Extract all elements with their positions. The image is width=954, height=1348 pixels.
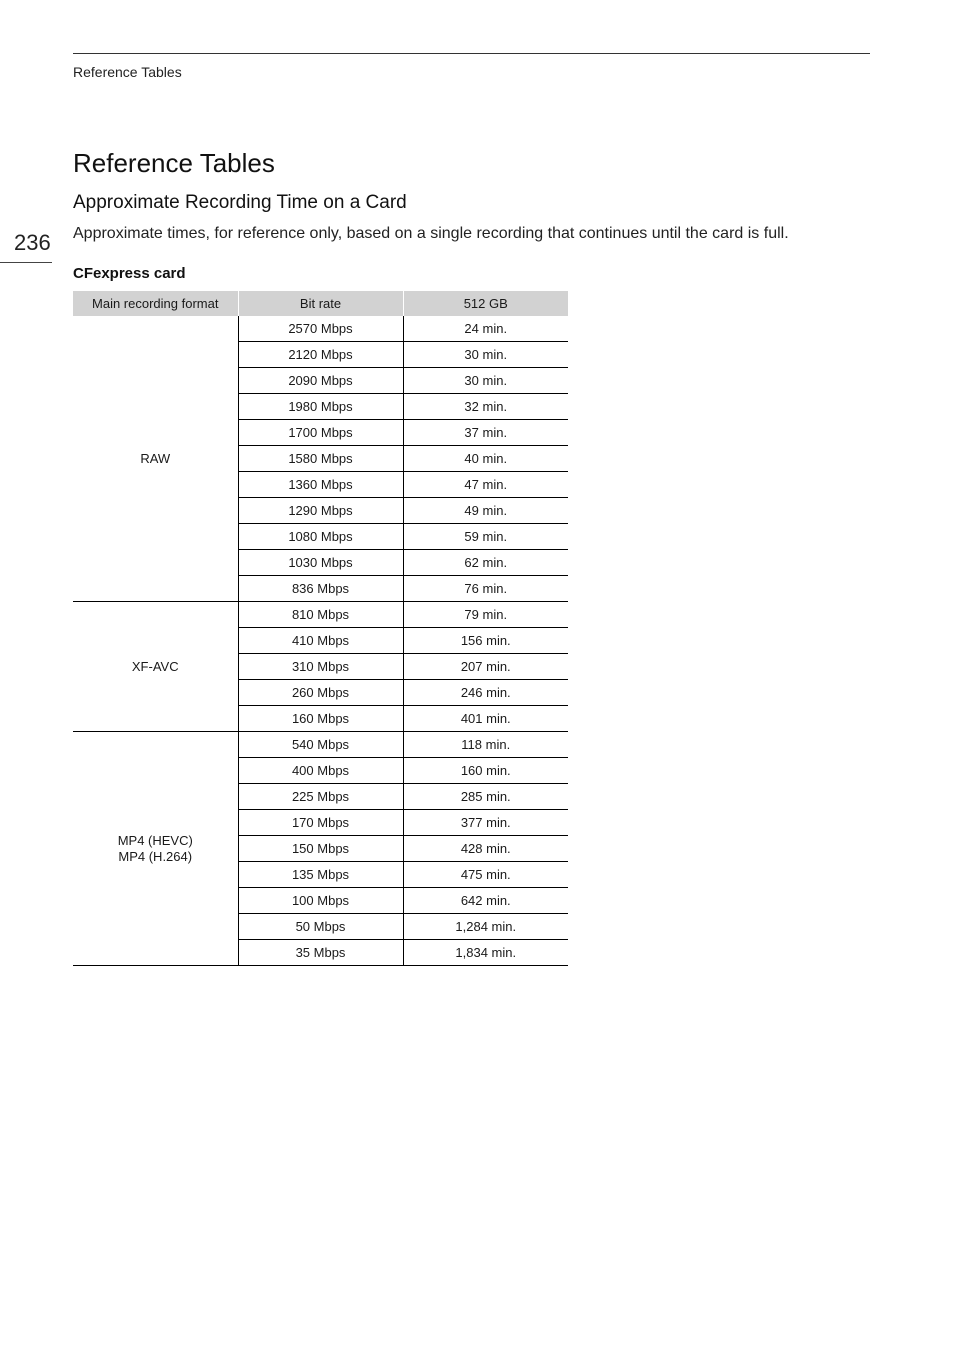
recording-time-cell: 428 min. [403, 836, 568, 862]
table-caption: CFexpress card [73, 265, 186, 282]
header-rule [73, 53, 870, 54]
bit-rate-cell: 150 Mbps [238, 836, 403, 862]
table-row [73, 602, 568, 628]
page-number: 236 [14, 230, 51, 255]
bit-rate-cell: 1360 Mbps [238, 472, 403, 498]
bit-rate-cell: 1080 Mbps [238, 524, 403, 550]
bit-rate-cell: 310 Mbps [238, 654, 403, 680]
format-label: MP4 (HEVC) [117, 832, 193, 848]
recording-time-cell: 49 min. [403, 498, 568, 524]
recording-time-cell: 642 min. [403, 888, 568, 914]
recording-time-cell: 207 min. [403, 654, 568, 680]
recording-time-cell: 156 min. [403, 628, 568, 654]
format-label: RAW [140, 450, 171, 466]
bit-rate-cell: 2570 Mbps [238, 316, 403, 342]
table-header-row [73, 291, 568, 316]
recording-time-cell: 160 min. [403, 758, 568, 784]
bit-rate-cell: 160 Mbps [238, 706, 403, 732]
table-row [73, 732, 568, 758]
section-title: Approximate Recording Time on a Card [73, 192, 407, 213]
bit-rate-cell: 1580 Mbps [238, 446, 403, 472]
recording-time-cell: 285 min. [403, 784, 568, 810]
page-number-rule [0, 262, 52, 263]
recording-time-cell: 40 min. [403, 446, 568, 472]
bit-rate-cell: 2090 Mbps [238, 368, 403, 394]
recording-time-cell: 377 min. [403, 810, 568, 836]
recording-time-cell: 79 min. [403, 602, 568, 628]
recording-time-cell: 30 min. [403, 342, 568, 368]
bit-rate-cell: 170 Mbps [238, 810, 403, 836]
bit-rate-cell: 400 Mbps [238, 758, 403, 784]
recording-time-cell: 24 min. [403, 316, 568, 342]
format-label: XF-AVC [131, 658, 179, 674]
running-header: Reference Tables [73, 64, 182, 80]
recording-time-cell: 401 min. [403, 706, 568, 732]
page-title: Reference Tables [73, 148, 275, 178]
format-label: MP4 (H.264) [118, 848, 193, 864]
format-cell [73, 732, 238, 966]
bit-rate-cell: 1980 Mbps [238, 394, 403, 420]
table-row [73, 316, 568, 342]
bit-rate-cell: 225 Mbps [238, 784, 403, 810]
table-body [73, 316, 568, 966]
header-capacity: 512 GB [403, 291, 568, 316]
bit-rate-cell: 135 Mbps [238, 862, 403, 888]
bit-rate-cell: 2120 Mbps [238, 342, 403, 368]
recording-time-cell: 475 min. [403, 862, 568, 888]
recording-time-table [73, 291, 568, 966]
bit-rate-cell: 50 Mbps [238, 914, 403, 940]
bit-rate-cell: 810 Mbps [238, 602, 403, 628]
bit-rate-cell: 260 Mbps [238, 680, 403, 706]
format-cell [73, 316, 238, 602]
bit-rate-cell: 1700 Mbps [238, 420, 403, 446]
bit-rate-cell: 100 Mbps [238, 888, 403, 914]
bit-rate-cell: 410 Mbps [238, 628, 403, 654]
bit-rate-cell: 1030 Mbps [238, 550, 403, 576]
header-bit-rate: Bit rate [238, 291, 403, 316]
recording-time-cell: 37 min. [403, 420, 568, 446]
recording-time-cell: 62 min. [403, 550, 568, 576]
bit-rate-cell: 836 Mbps [238, 576, 403, 602]
bit-rate-cell: 1290 Mbps [238, 498, 403, 524]
recording-time-cell: 47 min. [403, 472, 568, 498]
bit-rate-cell: 540 Mbps [238, 732, 403, 758]
recording-time-cell: 30 min. [403, 368, 568, 394]
recording-time-cell: 76 min. [403, 576, 568, 602]
bit-rate-cell: 35 Mbps [238, 940, 403, 966]
header-format: Main recording format [73, 291, 238, 316]
recording-time-cell: 246 min. [403, 680, 568, 706]
recording-time-cell: 1,284 min. [403, 914, 568, 940]
recording-time-cell: 1,834 min. [403, 940, 568, 966]
recording-time-cell: 59 min. [403, 524, 568, 550]
intro-text: Approximate times, for reference only, based on a single recording that continues until the card is full. [73, 225, 789, 242]
format-cell [73, 602, 238, 732]
recording-time-cell: 118 min. [403, 732, 568, 758]
recording-time-cell: 32 min. [403, 394, 568, 420]
